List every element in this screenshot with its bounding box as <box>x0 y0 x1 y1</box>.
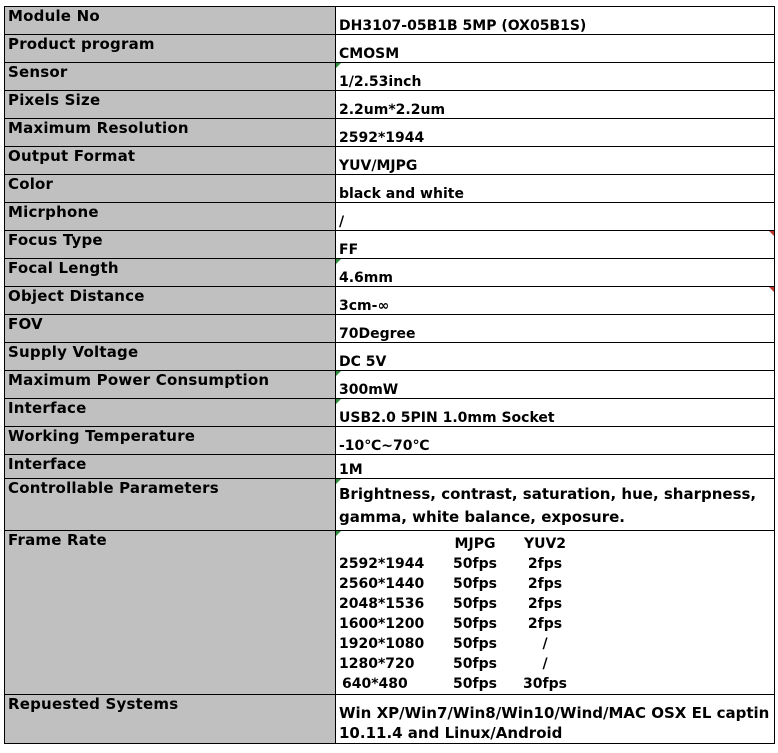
spec-label: Product program <box>5 35 336 63</box>
spec-label: Interface <box>5 455 336 479</box>
spec-row <box>5 231 775 259</box>
spec-label: FOV <box>5 315 336 343</box>
spec-value <box>336 343 775 371</box>
spec-label: Supply Voltage <box>5 343 336 371</box>
spec-value-text: CMOSM <box>339 46 400 62</box>
frame-rate-cell: / <box>542 656 548 672</box>
spec-label: Color <box>5 175 336 203</box>
spec-label: Sensor <box>5 63 336 91</box>
spec-value <box>336 231 775 259</box>
spec-label: Micrphone <box>5 203 336 231</box>
spec-row <box>5 287 775 315</box>
spec-value <box>336 427 775 455</box>
comment-marker <box>336 399 341 404</box>
controllable-text <box>339 480 771 529</box>
spec-row <box>5 63 775 91</box>
spec-row-systems <box>5 695 775 744</box>
frame-rate-cell: 50fps <box>453 656 497 672</box>
spec-value <box>336 91 775 119</box>
spec-value <box>336 63 775 91</box>
frame-rate-cell: 2592*1944 <box>339 556 425 572</box>
spec-value <box>336 175 775 203</box>
spec-value <box>336 399 775 427</box>
comment-marker <box>336 479 341 484</box>
spec-value-text: YUV/MJPG <box>339 158 418 174</box>
comment-marker <box>336 371 341 376</box>
spec-value <box>336 119 775 147</box>
spec-row <box>5 259 775 287</box>
frame-rate-cell: 50fps <box>453 576 497 592</box>
spec-value-text: 2592*1944 <box>339 130 425 146</box>
frame-rate-cell: 2fps <box>527 576 563 592</box>
spec-label: Maximum Power Consumption <box>5 371 336 399</box>
frame-rate-cell: 1920*1080 <box>339 636 425 652</box>
spec-row <box>5 343 775 371</box>
frame-rate-cell: 2048*1536 <box>339 596 425 612</box>
spec-value-controllable <box>336 479 775 531</box>
spec-value <box>336 203 775 231</box>
spec-value-text: black and white <box>339 186 464 202</box>
spec-value <box>336 35 775 63</box>
spec-row <box>5 427 775 455</box>
frame-rate-cell: / <box>542 636 548 652</box>
spec-value-text: -10℃~70℃ <box>339 438 430 454</box>
spec-value-text: DC 5V <box>339 354 387 370</box>
frame-rate-grid <box>339 534 771 694</box>
spec-value <box>336 371 775 399</box>
spec-label: Maximum Resolution <box>5 119 336 147</box>
spec-value-text: 4.6mm <box>339 270 393 286</box>
spec-label-frame-rate: Frame Rate <box>5 531 336 695</box>
systems-text <box>339 703 771 743</box>
spec-value-text: 300mW <box>339 382 399 398</box>
spec-table-extra <box>5 479 775 744</box>
spec-value <box>336 7 775 35</box>
spec-value <box>336 287 775 315</box>
spec-row <box>5 371 775 399</box>
spec-value-text: 2.2um*2.2um <box>339 102 446 118</box>
systems-line-2: 10.11.4 and Linux/Android <box>339 724 563 742</box>
frame-rate-header: MJPG <box>454 536 496 552</box>
spec-row <box>5 399 775 427</box>
spec-row <box>5 455 775 479</box>
frame-rate-cell: 50fps <box>453 636 497 652</box>
frame-rate-cell: 2fps <box>527 556 563 572</box>
frame-rate-header <box>339 534 435 554</box>
comment-marker <box>336 259 341 264</box>
spec-label-controllable: Controllable Parameters <box>5 479 336 531</box>
spec-table-body <box>5 7 775 479</box>
spec-label: Output Format <box>5 147 336 175</box>
controllable-line-2: gamma, white balance, exposure. <box>339 508 625 526</box>
frame-rate-cell: 50fps <box>453 596 497 612</box>
spec-value-frame-rate <box>336 531 775 695</box>
spec-table <box>4 6 775 744</box>
spec-row <box>5 91 775 119</box>
spec-label: Object Distance <box>5 287 336 315</box>
systems-line-1: Win XP/Win7/Win8/Win10/Wind/MAC OSX EL captin <box>339 704 770 722</box>
spec-value-text: 1M <box>339 462 363 478</box>
spec-row <box>5 203 775 231</box>
spec-value <box>336 315 775 343</box>
comment-marker <box>336 63 341 68</box>
frame-rate-cell: 30fps <box>523 676 567 692</box>
spec-value-text: 70Degree <box>339 326 416 342</box>
spec-row-controllable <box>5 479 775 531</box>
spec-value-text: / <box>339 214 345 230</box>
frame-rate-cell: 2560*1440 <box>339 576 425 592</box>
spec-row <box>5 7 775 35</box>
spec-row-frame-rate <box>5 531 775 695</box>
spec-value-text: 3cm-∞ <box>339 298 390 314</box>
frame-rate-cell: 1280*720 <box>339 656 415 672</box>
spec-value-systems <box>336 695 775 744</box>
spec-value <box>336 147 775 175</box>
spec-value <box>336 455 775 479</box>
controllable-line-1: Brightness, contrast, saturation, hue, sharpness, <box>339 485 757 503</box>
frame-rate-cell: 1600*1200 <box>339 616 425 632</box>
spec-value <box>336 259 775 287</box>
frame-rate-cell: 2fps <box>527 616 563 632</box>
frame-rate-cell: 50fps <box>453 556 497 572</box>
comment-marker <box>336 531 341 536</box>
spec-row <box>5 147 775 175</box>
comment-marker <box>769 287 774 292</box>
spec-value-text: DH3107-05B1B 5MP (OX05B1S) <box>339 18 587 34</box>
spec-value-text: 1/2.53inch <box>339 74 422 90</box>
frame-rate-cell: 2fps <box>527 596 563 612</box>
frame-rate-cell: 640*480 <box>342 676 408 692</box>
comment-marker <box>769 231 774 236</box>
spec-label: Pixels Size <box>5 91 336 119</box>
frame-rate-header: YUV2 <box>523 536 567 552</box>
frame-rate-cell: 50fps <box>453 676 497 692</box>
spec-label: Module No <box>5 7 336 35</box>
spec-label: Interface <box>5 399 336 427</box>
spec-label: Focal Length <box>5 259 336 287</box>
spec-row <box>5 35 775 63</box>
spec-label: Focus Type <box>5 231 336 259</box>
spec-row <box>5 119 775 147</box>
spec-row <box>5 175 775 203</box>
spec-row <box>5 315 775 343</box>
spec-label-systems: Repuested Systems <box>5 695 336 744</box>
spec-label: Working Temperature <box>5 427 336 455</box>
spec-value-text: FF <box>339 242 359 258</box>
spec-value-text: USB2.0 5PIN 1.0mm Socket <box>339 410 555 426</box>
frame-rate-cell: 50fps <box>453 616 497 632</box>
